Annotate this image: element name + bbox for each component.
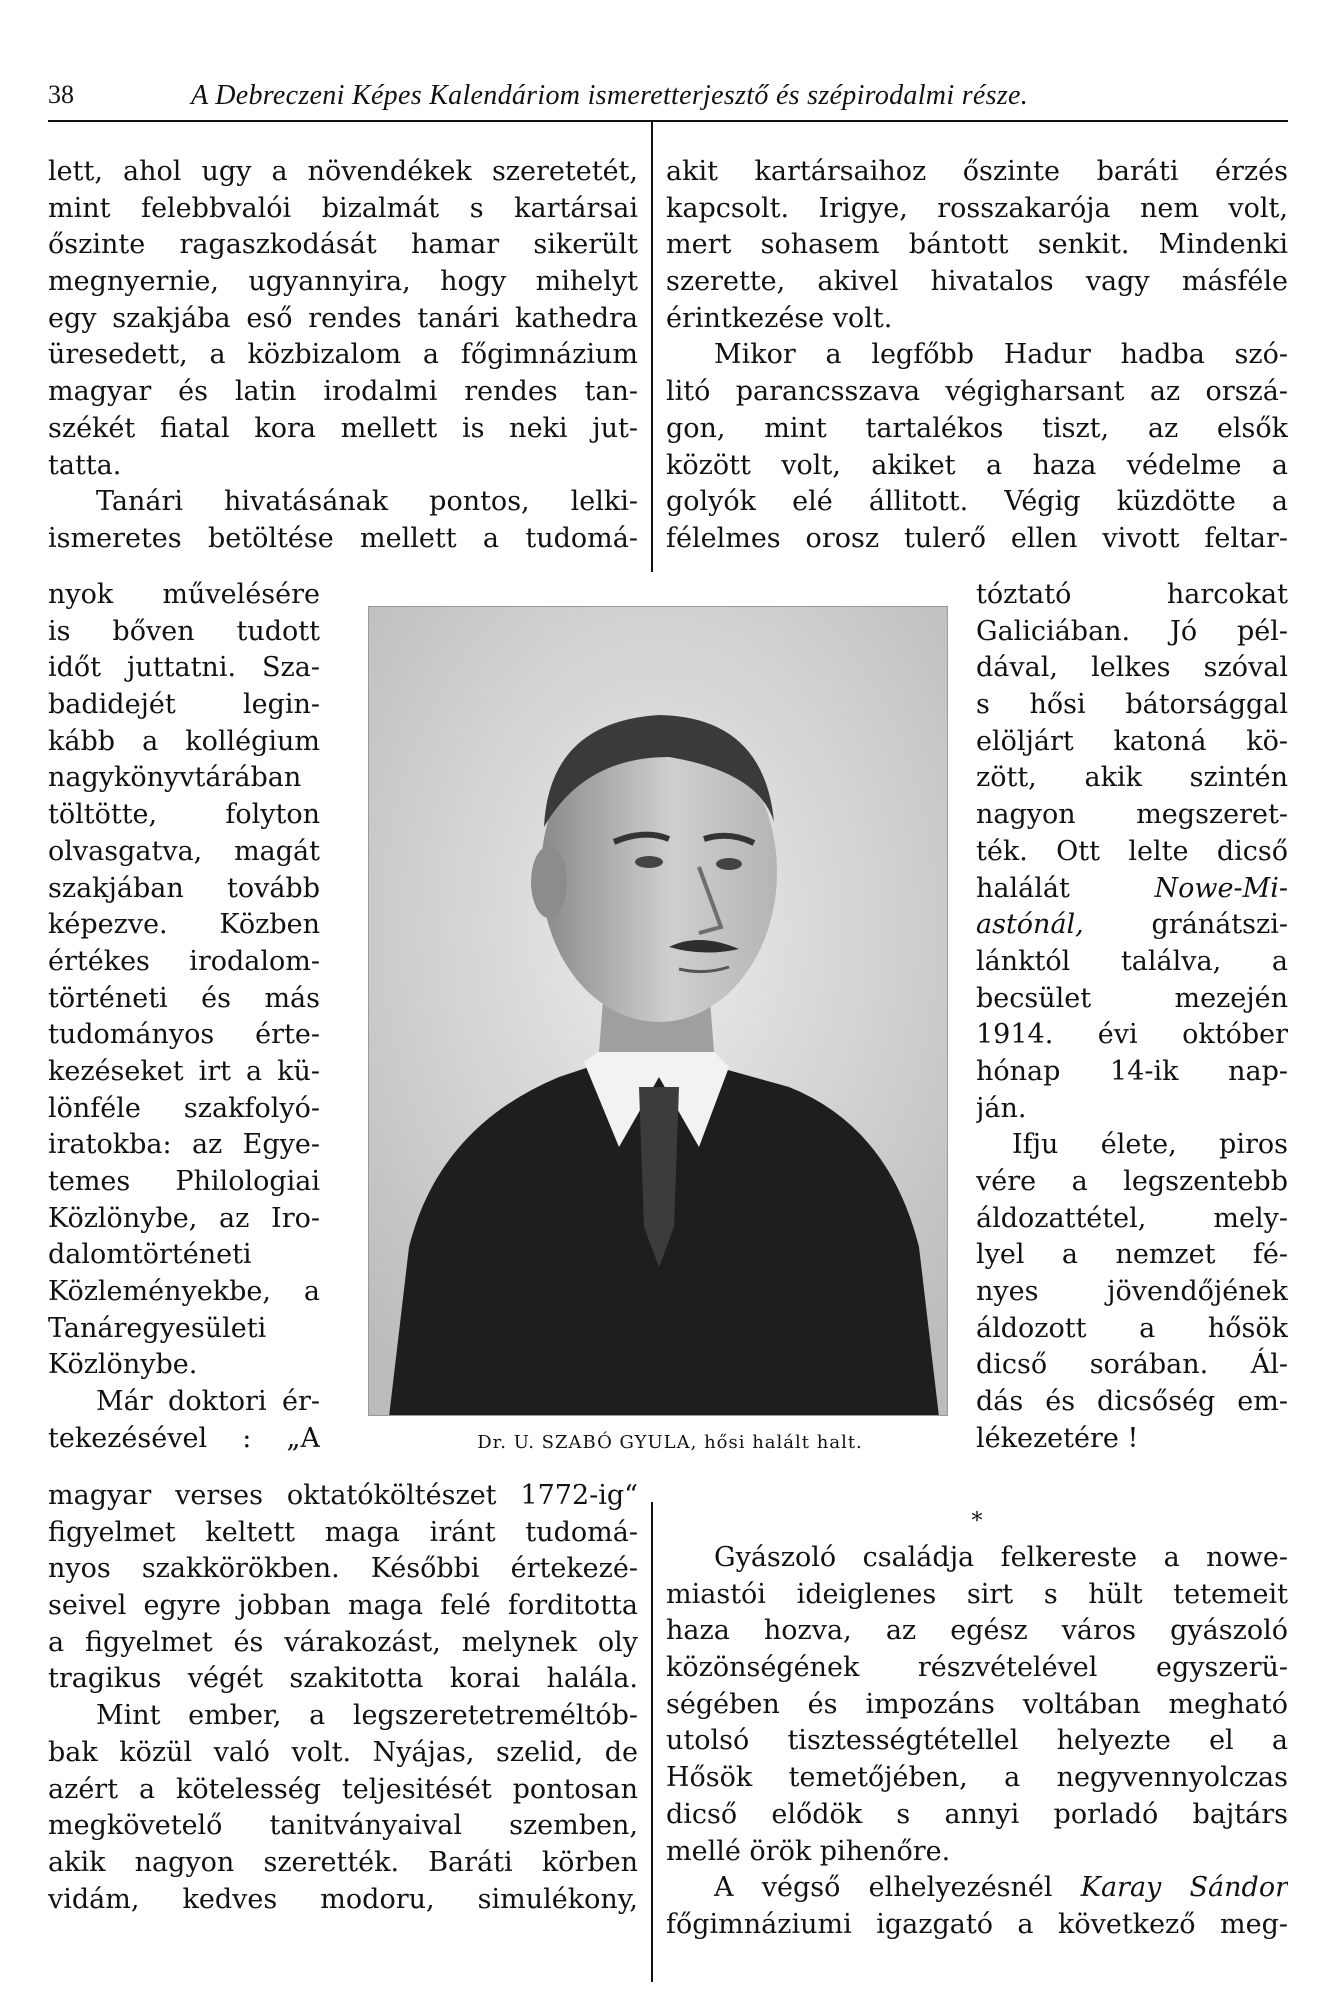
text-line: lyel a nemzet fé- [976,1239,1288,1271]
text-line: vidám, kedves modoru, simulékony, [48,1883,638,1915]
text-line: megkövetelő tanitványaival szemben, [48,1810,638,1842]
text-line: iratokba: az Egye- [48,1129,320,1161]
text-line: a figyelmet és várakozást, melynek oly [48,1626,638,1658]
portrait-drawing [369,607,948,1416]
text-line: értékes irodalom- [48,945,320,977]
text-line: utolsó tisztességtétellel helyezte el a [666,1725,1288,1757]
text-line: lönféle szakfolyó- [48,1092,320,1124]
text-line: zött, akik szintén [976,762,1288,794]
text-line: Közlönybe. [48,1349,198,1381]
eye-left [635,856,663,868]
text-line: becsület mezején [976,982,1288,1014]
text-line: őszinte ragaszkodását hamar sikerült [48,229,638,261]
text-line: dicső sorában. Ál- [976,1349,1288,1381]
text-line: ismeretes betöltése mellett a tudomá- [48,522,638,554]
text-line: Hősök temetőjében, a negyvennyolczas [666,1762,1288,1794]
text-line: között volt, akiket a haza védelme a [666,449,1288,481]
text-line: székét fiatal kora mellett is neki jut- [48,412,638,444]
text-line: egy szakjába eső rendes tanári kathedra [48,302,638,334]
text-line: bak közül való volt. Nyájas, szelid, de [48,1736,638,1768]
italic-place-name: Nowe-Mi- [1154,872,1288,904]
text-line: tudományos érte- [48,1019,320,1051]
text-line: tekezésével : „A [48,1422,320,1454]
left-column-bottom [48,1478,638,1918]
text-line: dicső elődök s annyi porladó bajtárs [666,1798,1288,1830]
portrait-photo [368,606,948,1416]
text-line: 1914. évi október [976,1019,1288,1051]
text-line: Mikor a legfőbb Hadur hadba szó- [714,339,1288,371]
text-line: tragikus végét szakitotta korai halála. [48,1663,638,1695]
text-line: akik nagyon szerették. Baráti körben [48,1846,638,1878]
text-line: seivel egyre jobban maga felé forditotta [48,1590,638,1622]
text-line: temes Philologiai [48,1166,320,1197]
text-line [976,907,1288,944]
text-line: nagykönyvtárában [48,762,302,794]
text-line: időt juttatni. Sza- [48,652,320,684]
text-line [976,871,1288,908]
text-line: lékezetére ! [976,1422,1139,1454]
text-line: azért a kötelesség teljesitését pontosan [48,1773,638,1805]
text-line: történeti és más [48,982,320,1014]
text-line: Közlönybe, az Iro- [48,1202,320,1234]
text-line: nyok művelésére [48,579,320,610]
text-line: magyar verses oktatóköltészet 1772-ig“ [48,1480,638,1511]
text-line: Mint ember, a legszeretetreméltób- [96,1700,638,1732]
text-line: olvasgatva, magát [48,835,320,867]
text-line: üresedett, a közbizalom a főgimnázium [48,339,638,371]
text-line: közönségének részvételével egyszerü- [666,1652,1288,1684]
text-line: Galiciában. Jó pél- [976,615,1288,647]
text-line: nyos szakkörökben. Későbbi értekezé- [48,1553,638,1585]
text-line: megnyernie, ugyannyira, hogy mihelyt [48,266,638,298]
text-line: magyar és latin irodalmi rendes tan- [48,376,638,408]
separator-block [666,1505,1288,1539]
italic-name: Karay Sándor [1080,1872,1288,1904]
running-header [48,78,1288,122]
running-title: A Debreczeni Képes Kalendáriom ismeretterjesztő és szépirodalmi része. [191,80,1029,111]
column-rule-bottom [651,1502,653,1982]
text-line: szakjában tovább [48,872,320,904]
text-line: ségében és impozáns voltában megható [666,1688,1288,1720]
page-number: 38 [48,80,74,109]
text-line: tatta. [48,449,122,481]
text-line: kább a kollégium [48,725,320,757]
ear [531,846,567,918]
text-line: hónap 14-ik nap- [976,1055,1288,1087]
text-line: érintkezése volt. [666,302,893,334]
text-line: dalomtörténeti [48,1239,252,1271]
text-line: dával, lelkes szóval [976,652,1288,684]
right-column-top [666,154,1288,558]
text-line: mert sohasem bántott senkit. Mindenki [666,229,1288,261]
text-line: gon, mint tartalékos tiszt, az elsők [666,412,1288,444]
text-line: is bőven tudott [48,615,320,647]
text-line: golyók elé állitott. Végig küzdötte a [666,486,1288,518]
text-line: ték. Ott lelte dicső [976,835,1288,867]
text-line: dás és dicsőség em- [976,1386,1288,1418]
separator-asterisk: * [971,1509,983,1534]
text-line: áldozott a hősök [976,1312,1288,1344]
text-line: lánktól találva, a [976,945,1288,977]
text-line: mint felebbvalói bizalmát s kartársai [48,192,638,224]
text-span: gránátszi- [1151,909,1288,941]
text-line: miastói ideiglenes sirt s hült tetemeit [666,1578,1288,1610]
text-line: töltötte, folyton [48,799,320,831]
text-line: Tanáregyesületi [48,1312,267,1344]
text-line [666,1870,1288,1907]
text-line: félelmes orosz tulerő ellen vivott feltar- [666,522,1288,554]
right-column-bottom [666,1540,1288,1944]
text-line: nyes jövendőjének [976,1276,1288,1308]
text-line: elöljárt katoná kö- [976,725,1288,757]
text-line: ján. [976,1092,1027,1124]
text-line: kapcsolt. Irigye, rosszakarója nem volt, [666,192,1288,224]
text-line: nagyon megszeret- [976,799,1288,831]
text-line: Már doktori ér- [96,1386,320,1418]
header-rule [48,120,1288,122]
text-line: Ifju élete, piros [1012,1129,1288,1161]
text-line: áldozattétel, mely- [976,1202,1288,1234]
text-line: vére a legszentebb [976,1166,1288,1197]
text-line: akit kartársaihoz őszinte baráti érzés [666,156,1288,187]
left-column-top [48,154,638,558]
text-line: litó parancsszava végigharsant az orszá- [666,376,1288,408]
text-line: Közleményekbe, a [48,1276,320,1308]
text-line: mellé örök pihenőre. [666,1835,951,1867]
text-line: főgimnáziumi igazgató a következő meg- [666,1908,1288,1940]
text-line: badidejét legin- [48,689,320,721]
eye-right [716,858,742,870]
italic-place-name: astónál, [976,909,1084,941]
photo-caption: Dr. U. SZABÓ GYULA, hősi halált halt. [477,1432,863,1453]
text-line: figyelmet keltett maga iránt tudomá- [48,1516,638,1548]
text-line: Gyászoló családja felkereste a nowe- [714,1542,1288,1573]
text-line: Tanári hivatásának pontos, lelki- [96,486,638,518]
right-column-narrow [976,577,1288,1458]
left-column-narrow [48,577,320,1458]
text-line: kezéseket irt a kü- [48,1055,320,1087]
text-line: szerette, akivel hivatalos vagy másféle [666,266,1288,298]
text-line: lett, ahol ugy a növendékek szeretetét, [48,156,638,187]
text-line: tóztató harcokat [976,579,1288,610]
column-rule-top [651,122,653,572]
text-span: halálát [976,872,1070,904]
text-line: s hősi bátorsággal [976,689,1288,721]
text-line: képezve. Közben [48,909,320,941]
text-span: A végső elhelyezésnél [714,1872,1053,1904]
text-line: haza hozva, az egész város gyászoló [666,1615,1288,1647]
